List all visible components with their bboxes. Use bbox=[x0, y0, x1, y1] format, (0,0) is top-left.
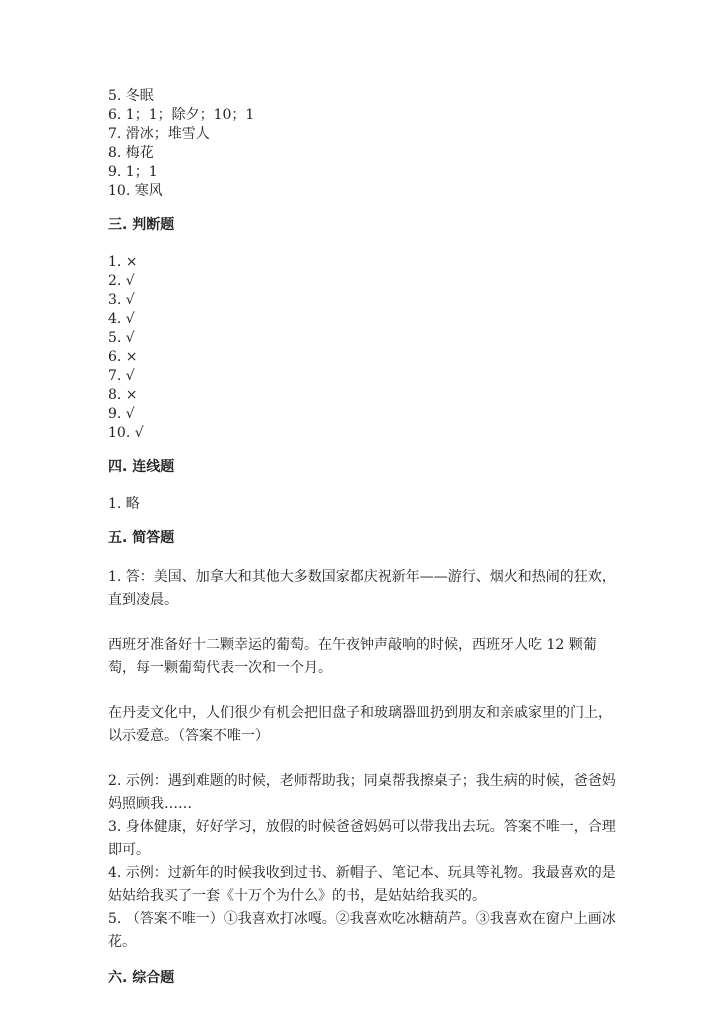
answer-line: 1. × bbox=[108, 254, 138, 270]
answer-paragraph: 1. 答：美国、加拿大和其他大多数国家都庆祝新年——游行、烟火和热闹的狂欢，直到凌晨。 bbox=[108, 569, 616, 608]
answer-content bbox=[108, 87, 618, 1006]
answer-line: 8. × bbox=[108, 387, 138, 403]
section-heading-connect: 四. 连线题 bbox=[108, 459, 175, 475]
answer-paragraph: 西班牙准备好十二颗幸运的葡萄。在午夜钟声敲响的时候，西班牙人吃 12 颗葡萄，每一颗葡萄代表一次和一个月。 bbox=[108, 637, 597, 676]
answer-line: 9. √ bbox=[108, 406, 135, 422]
answer-paragraph: 4. 示例：过新年的时候我收到过书、新帽子、笔记本、玩具等礼物。我最喜欢的是姑姑给我买了一套《十万个为什么》的书，是姑姑给我买的。 bbox=[108, 865, 616, 904]
answer-line: 10. 寒风 bbox=[108, 183, 163, 199]
answer-line: 3. √ bbox=[108, 292, 135, 308]
answer-line: 7. √ bbox=[108, 368, 135, 384]
judge-answers bbox=[108, 253, 618, 443]
section-heading-judge: 三. 判断题 bbox=[108, 217, 175, 233]
answer-paragraph: 5. （答案不唯一）①我喜欢打冰嘎。②我喜欢吃冰糖葫芦。③我喜欢在窗户上画冰花。 bbox=[108, 911, 616, 950]
answer-line: 1. 略 bbox=[108, 496, 140, 512]
answer-line: 8. 梅花 bbox=[108, 145, 154, 161]
answer-paragraph: 在丹麦文化中，人们很少有机会把旧盘子和玻璃器皿扔到朋友和亲戚家里的门上，以示爱意。（答案不唯一） bbox=[108, 705, 612, 744]
answer-line: 7. 滑冰；堆雪人 bbox=[108, 126, 210, 142]
short-answers bbox=[108, 566, 618, 954]
answer-line: 6. × bbox=[108, 349, 138, 365]
answer-paragraph: 2. 示例：遇到难题的时候，老师帮助我；同桌帮我擦桌子；我生病的时候，爸爸妈妈照顾我…… bbox=[108, 773, 616, 812]
answer-line: 10. √ bbox=[108, 425, 144, 441]
answer-paragraph: 3. 身体健康，好好学习，放假的时候爸爸妈妈可以带我出去玩。答案不唯一，合理即可。 bbox=[108, 819, 616, 858]
connect-answers bbox=[108, 495, 618, 514]
answer-line: 2. √ bbox=[108, 273, 135, 289]
section-heading-short-answer: 五. 简答题 bbox=[108, 530, 175, 546]
answer-line: 5. 冬眠 bbox=[108, 88, 154, 104]
answer-line: 9. 1；1 bbox=[108, 164, 158, 180]
section-heading-comprehensive: 六. 综合题 bbox=[108, 970, 175, 986]
fill-in-answers bbox=[108, 87, 618, 201]
answer-line: 5. √ bbox=[108, 330, 135, 346]
answer-line: 4. √ bbox=[108, 311, 135, 327]
answer-line: 6. 1；1；除夕；10；1 bbox=[108, 107, 255, 123]
